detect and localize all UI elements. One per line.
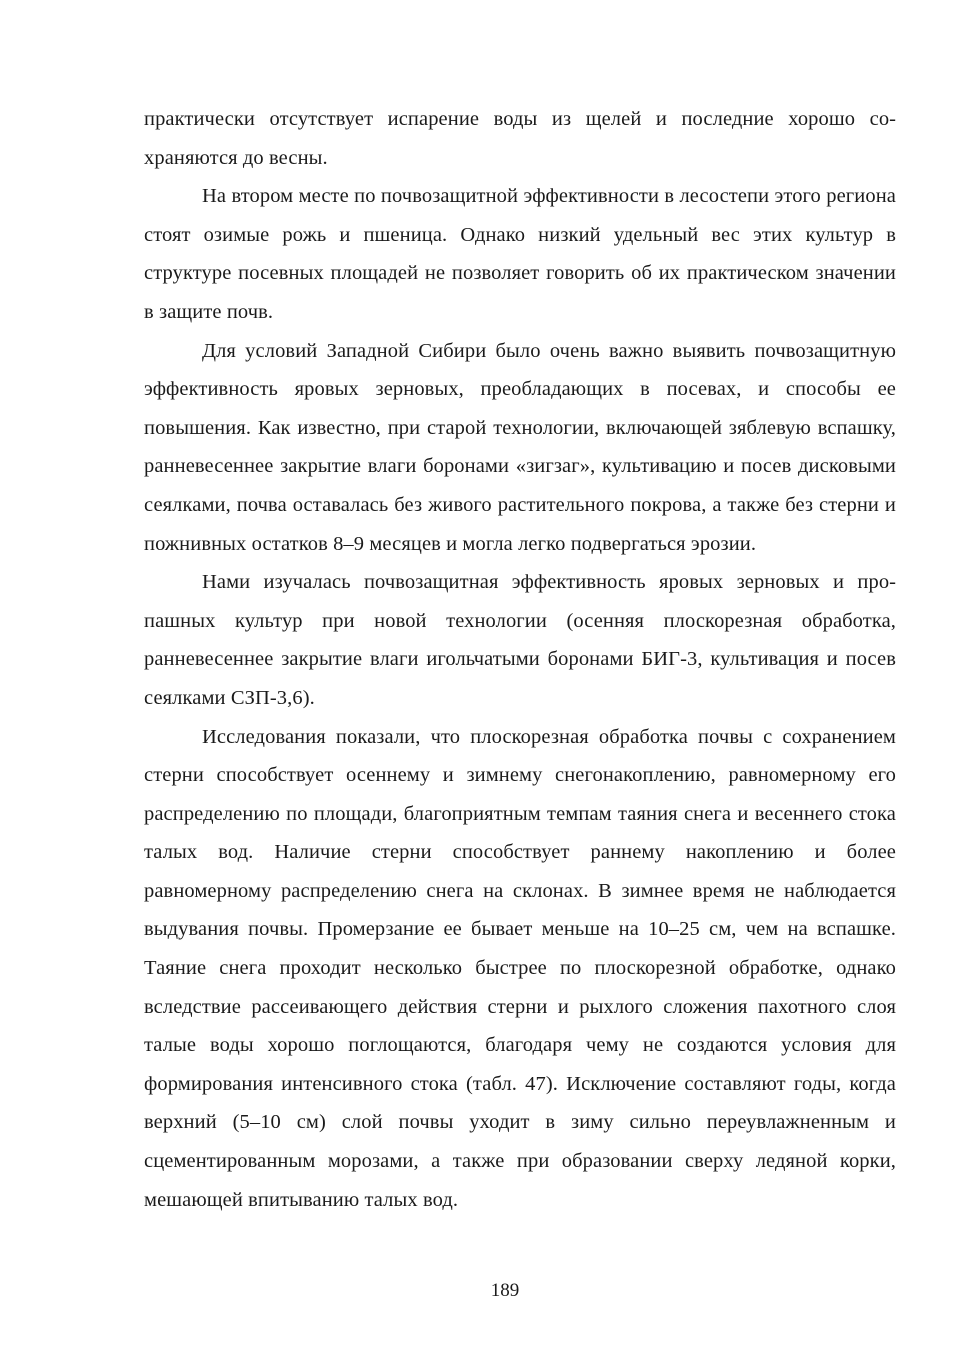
paragraph-4: Нами изучалась почвозащитная эффективность яровых зерновых и пропашных культур при новой технологии (осенняя плоскорезная обработка, ранневесеннее закрытие влаги игольчатыми боронами БИГ-3, культивация и посев сеялками СЗП-3,6). (144, 571, 896, 709)
page-number: 189 (490, 1280, 520, 1301)
paragraph-1: практически отсутствует испарение воды из щелей и последние хорошо сохраняются до весны. (144, 108, 896, 169)
paragraph-2: На втором месте по почвозащитной эффективности в лесостепи этого региона стоят озимые рожь и пшеница. Однако низкий удельный вес этих культур в структуре посевных площадей не позволяет говорить об их практическом значении в защите почв. (144, 185, 896, 323)
paragraph-5: Исследования показали, что плоскорезная обработка почвы с сохранением стерни способствует осеннему и зимнему снегонакоплению, равномерному его распределению по площади, благоприятным темпам таяния снега и весеннего стока талых вод. Наличие стерни способствует раннему накоплению и более равномерному распределению снега на склонах. В зимнее время не наблюдается выдувания почвы. Промерзание ее бывает меньше на 10–25 см, чем на вспашке. Таяние снега проходит несколько быстрее по плоскорезной обработке, однако вследствие рассеивающего действия стерни и рыхлого сложения пахотного слоя талые воды хорошо поглощаются, благодаря чему не создаются условия для формирования интенсивного стока (табл. 47). Исключение составляют годы, когда верхний (5–10 см) слой почвы уходит в зиму сильно переувлажненным и сцементированным морозами, а также при образовании сверху ледяной корки, мешающей впитыванию талых вод. (144, 725, 896, 1211)
body-text (144, 100, 896, 1219)
paragraph-3: Для условий Западной Сибири было очень важно выявить почвозащитную эффективность яровых зерновых, преобладающих в посевах, и способы ее повышения. Как известно, при старой технологии, включающей зяблевую вспашку, ранневесеннее закрытие влаги боронами «зигзаг», культивацию и посев дисковыми сеялками, почва оставалась без живого растительного покрова, а также без стерни и пожнивных остатков 8–9 месяцев и могла легко подвергаться эрозии. (144, 339, 896, 555)
